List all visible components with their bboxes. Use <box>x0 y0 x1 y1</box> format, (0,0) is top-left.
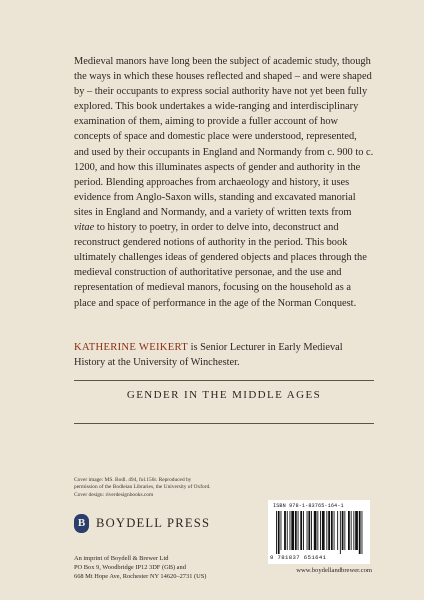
barcode-panel <box>268 500 370 564</box>
book-blurb <box>74 54 374 311</box>
barcode-bar <box>307 511 308 550</box>
imprint-line: An imprint of Boydell & Brewer Ltd <box>74 555 169 562</box>
author-bio <box>74 340 374 370</box>
barcode-bar <box>337 511 338 550</box>
blurb-part-2: to history to poetry, in order to delve into, deconstruct and reconstruct gendered notions of authority in the period. This book ultimately challenges ideas of gendered objects and places through the medieval construction of authoritative personae, and the use and representation of medieval manors, focusing on the household as a place and space of performance in the age of the Norman Conquest. <box>74 222 367 309</box>
barcode-bar <box>359 511 361 554</box>
author-bio-text: is Senior Lecturer in Early Medieval History at the University of Winchester. <box>74 342 343 369</box>
credits-line: Cover image: MS. Bodl. 494, fol.156r. Reproduced by <box>74 477 192 483</box>
publisher-name: BOYDELL PRESS <box>96 516 211 530</box>
barcode-bar <box>351 511 352 550</box>
barcode-bar <box>311 511 312 550</box>
barcode-bar <box>322 511 325 550</box>
barcode-bar <box>298 511 299 550</box>
barcode-bar <box>328 511 330 550</box>
barcode-bar <box>362 511 363 554</box>
barcode-bar <box>348 511 350 550</box>
credits-line: permission of the Bodleian Libraries, the University of Oxford. <box>74 484 211 491</box>
barcode-bar <box>331 511 333 550</box>
series-rule-top <box>74 380 374 381</box>
isbn-label: ISBN 978-1-83765-164-1 <box>273 503 344 509</box>
barcode-bar <box>308 511 310 550</box>
blurb-part-1: Medieval manors have long been the subject of academic study, though the ways in which these houses reflected and shaped – and were shaped by – their occupants to express social authority have not yet been fully explored. This book undertakes a wide-ranging and interdisciplinary examination of them, aiming to provide a fuller account of how concepts of space and domestic place were understood, represented, and used by their occupants in England and Normandy from c. 900 to c. 1200, and how this illuminates aspects of gender and authority in the period. Blending approaches from archaeology and history, it uses evidence from Anglo-Saxon wills, standing and excavated manorial sites in England and Normandy, and a variety of written texts from <box>74 56 374 218</box>
barcode-bar <box>281 511 282 550</box>
credits-line: Cover design: riverdesignbooks.com <box>74 491 154 498</box>
barcode-bar <box>295 511 297 550</box>
series-rule-bottom <box>74 423 374 424</box>
barcode-bar <box>291 511 294 550</box>
cover-credits <box>74 477 274 499</box>
publisher-logo-icon: B <box>74 514 89 533</box>
blurb-italic-word: vitae <box>74 222 95 234</box>
barcode-bar <box>290 511 291 550</box>
series-title: GENDER IN THE MIDDLE AGES <box>126 389 322 401</box>
publisher-website: www.boydellandbrewer.com <box>296 567 372 574</box>
publisher-address <box>74 555 294 581</box>
barcode-bar <box>340 511 341 554</box>
publisher-logo <box>74 514 274 540</box>
barcode-bar <box>278 511 280 554</box>
barcode-icon <box>274 511 364 554</box>
barcode-bar <box>276 511 277 554</box>
barcode-bar <box>284 511 286 550</box>
barcode-bar <box>344 511 345 550</box>
barcode-digits: 9 781837 651641 <box>270 554 327 561</box>
barcode-bar <box>320 511 321 550</box>
barcode-bar <box>314 511 317 550</box>
barcode-bar <box>334 511 335 550</box>
barcode-bar <box>353 511 354 550</box>
author-name: KATHERINE WEIKERT <box>74 342 189 353</box>
barcode-bar <box>317 511 318 550</box>
barcode-bar <box>326 511 327 550</box>
barcode-bar <box>287 511 288 550</box>
barcode-bar <box>342 511 344 550</box>
barcode-bar <box>303 511 304 550</box>
barcode-bar <box>355 511 358 550</box>
barcode-bar <box>300 511 302 550</box>
imprint-line: 668 Mt Hope Ave, Rochester NY 14620–2731 (US) <box>74 572 207 580</box>
imprint-line: PO Box 9, Woodbridge IP12 3DF (GB) and <box>74 563 186 571</box>
blurb-text <box>74 54 374 311</box>
